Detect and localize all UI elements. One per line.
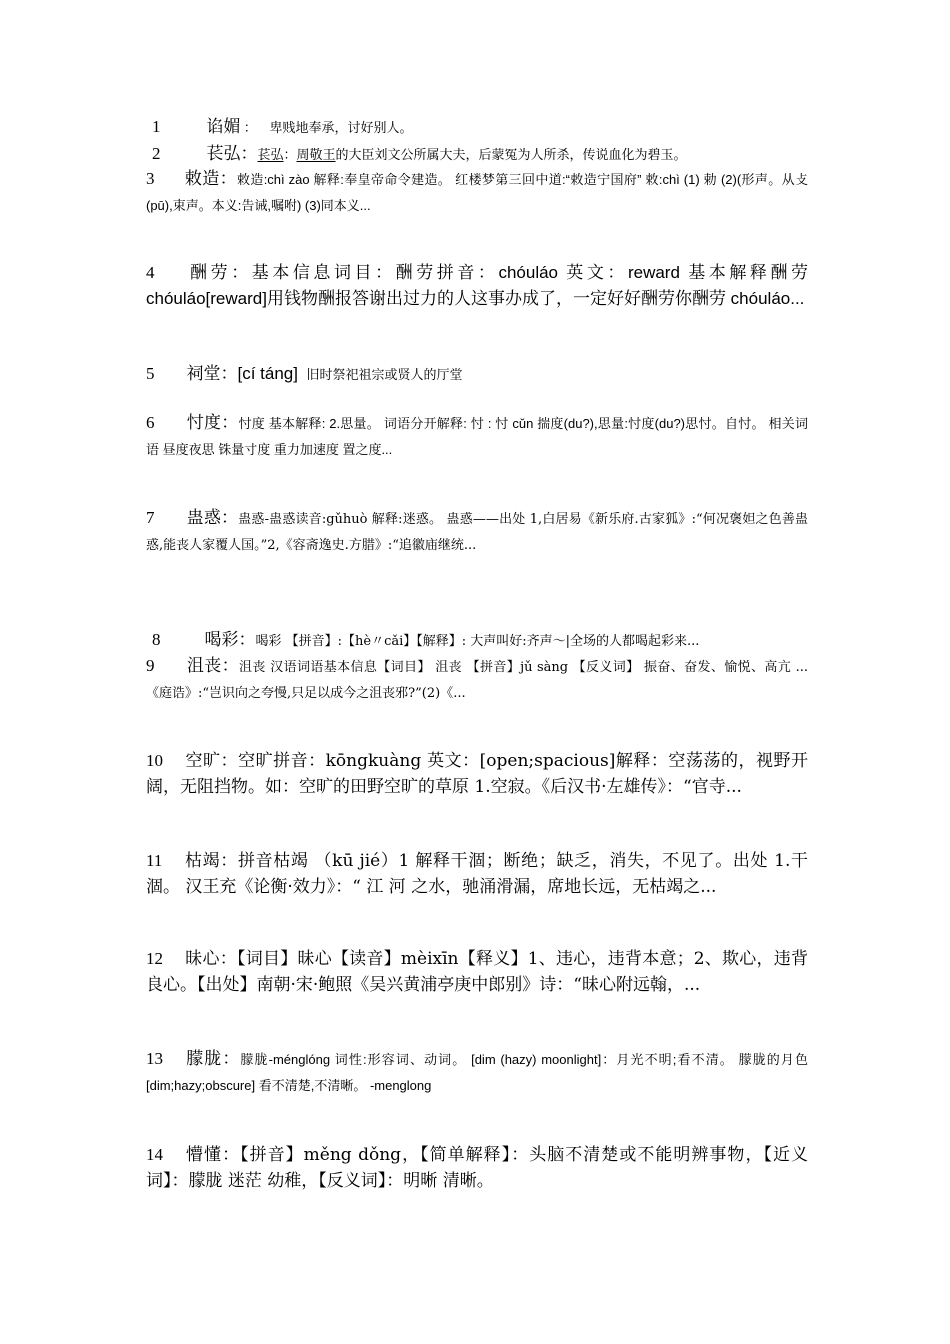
entry-6 xyxy=(146,410,808,462)
entry-14 xyxy=(146,1142,808,1194)
entry-definition: 旧时祭祀祖宗或贤人的厅堂 xyxy=(306,368,463,383)
entry-term: 空旷 xyxy=(185,751,221,771)
entry-9 xyxy=(146,653,808,705)
entry-term: 懵懂 xyxy=(185,1145,223,1165)
entry-separator: ： xyxy=(219,169,237,188)
entry-8 xyxy=(152,627,812,653)
entry-number: 4 xyxy=(146,263,155,282)
entry-definition: 拼音枯竭 （kū jié）1 解释干涸；断绝；缺乏，消失，不见了。出处 1.干涸。 汉王充《论衡·效力》：“ 江 河 之水，驰涌滑漏，席地长远，无枯竭之... xyxy=(146,851,809,897)
entry-separator: ： xyxy=(231,263,252,282)
entry-term: 忖度 xyxy=(186,413,222,433)
entry-1 xyxy=(152,114,814,140)
entry-definition: 空旷拼音：kōngkuàng 英文：[open;spacious]解释：空荡荡的，视野开阔，无阻挡物。如：空旷的田野空旷的草原 1.空寂。《后汉书·左雄传》：“官寺... xyxy=(146,751,809,797)
entry-separator: ： xyxy=(238,630,256,649)
entry-term: 沮丧 xyxy=(186,656,222,676)
entry-7 xyxy=(146,505,808,557)
entry-number: 1 xyxy=(152,117,161,136)
entry-separator: ： xyxy=(283,148,297,163)
entry-definition: 朦胧-ménglóng 词性:形容词、动词。 [dim (hazy) moonlight]：月光不明;看不清。 朦胧的月色 [dim;hazy;obscure] 看不清楚,不清晰。 -menglong xyxy=(146,1052,809,1093)
entry-term: 昧心 xyxy=(185,949,220,969)
entry-3 xyxy=(146,166,808,218)
entry-number: 14 xyxy=(146,1145,163,1164)
entry-term: 祠堂 xyxy=(186,364,221,384)
entry-term: 谄媚 xyxy=(206,117,241,137)
entry-separator: ： xyxy=(220,851,238,870)
entry-term: 枯竭 xyxy=(184,851,221,871)
entry-11 xyxy=(146,848,808,900)
entry-definition: 【词目】昧心【读音】mèixīn【释义】1、违心，违背本意；2、欺心，违背良心。【出处】南朝·宋·鲍照《吴兴黄浦亭庚中郎别》诗：“昧心附远翰，... xyxy=(146,949,808,995)
entry-term: 蛊惑 xyxy=(186,508,222,528)
entry-definition: 蛊惑-蛊惑读音:gǔhuò 解释:迷惑。 蛊惑——出处 1,白居易《新乐府.古家狐》:“何况褒妲之色善蛊惑,能丧人家覆人国。”2,《容斋逸史.方腊》:“追徽庙继统... xyxy=(146,512,809,553)
entry-number: 11 xyxy=(146,851,163,870)
entry-number: 8 xyxy=(152,630,161,649)
entry-separator: ： xyxy=(220,364,238,383)
entry-separator: ： xyxy=(219,949,237,968)
entry-12 xyxy=(146,946,808,998)
entry-5 xyxy=(146,361,808,387)
entry-13 xyxy=(146,1046,808,1098)
entry-separator: ： xyxy=(220,751,239,770)
entry-separator: ： xyxy=(221,656,240,675)
entry-number: 13 xyxy=(146,1049,163,1068)
entry-pinyin: [cí táng] xyxy=(237,364,298,383)
entry-number: 6 xyxy=(146,413,155,432)
entry-number: 9 xyxy=(146,656,155,675)
entry-2 xyxy=(152,141,812,167)
entry-number: 2 xyxy=(152,144,161,163)
entry-definition: 【拼音】měng dǒng，【简单解释】：头脑不清楚或不能明辨事物，【近义词】：朦胧 迷茫 幼稚，【反义词】：明晰 清晰。 xyxy=(146,1145,809,1191)
entry-number: 7 xyxy=(146,508,155,527)
entry-separator: ： xyxy=(240,120,257,135)
entry-term: 酬劳 xyxy=(186,263,232,283)
entry-term: 敕造 xyxy=(184,169,220,189)
entry-term: 朦胧 xyxy=(185,1049,223,1069)
entry-4 xyxy=(146,260,808,312)
entry-separator: ： xyxy=(221,413,239,432)
entry-definition: 敕造:chì zào 解释:奉皇帝命令建造。 红楼梦第三回中道:“敕造宁国府” 敕:chì (1) 勅 (2)(形声。从攴(pū),束声。本义:告诫,嘱咐) (3)同本义... xyxy=(146,172,809,213)
entry-separator: ： xyxy=(240,144,258,163)
entry-term: 苌弘 xyxy=(206,144,241,164)
link-zhoujingwang[interactable]: 周敬王 xyxy=(296,148,336,163)
entry-term: 喝彩 xyxy=(204,630,239,650)
entry-separator: ： xyxy=(222,1049,241,1068)
entry-number: 10 xyxy=(146,751,163,770)
entry-10 xyxy=(146,748,808,800)
entry-definition: 喝彩 【拼音】:【hè〃cǎi】【解释】: 大声叫好:齐声～|全场的人都喝起彩来... xyxy=(255,634,700,649)
entry-definition: 沮丧 汉语词语基本信息【词目】 沮丧 【拼音】jǔ sàng 【反义词】 振奋、奋发、愉悦、高亢 ...《庭诰》:“岂识向之夸慢,只足以成今之沮丧邪?”(2)《... xyxy=(146,660,809,701)
entry-definition: 忖度 基本解释: 2.思量。 词语分开解释: 忖 : 忖 cǔn 揣度(du?),思量:忖度(du?)思忖。自忖。 相关词语 昼度夜思 铢量寸度 重力加速度 置之度... xyxy=(146,416,809,457)
entry-number: 3 xyxy=(146,169,155,188)
link-changhong[interactable]: 苌弘 xyxy=(257,148,284,163)
entry-separator: ： xyxy=(222,1145,241,1164)
entry-definition: 基本信息词目：酬劳拼音：chóuláo 英文：reward 基本解释酬劳 chóuláo[reward]用钱物酬报答谢出过力的人这事办成了，一定好好酬劳你酬劳 chóuláo... xyxy=(146,263,809,308)
entry-separator: ： xyxy=(221,508,239,527)
entry-definition: 卑贱地奉承，讨好别人。 xyxy=(269,121,413,136)
entry-number: 12 xyxy=(146,949,163,968)
entry-number: 5 xyxy=(146,364,155,383)
entry-definition: 的大臣刘文公所属大夫，后蒙冤为人所杀，传说血化为碧玉。 xyxy=(335,148,687,163)
